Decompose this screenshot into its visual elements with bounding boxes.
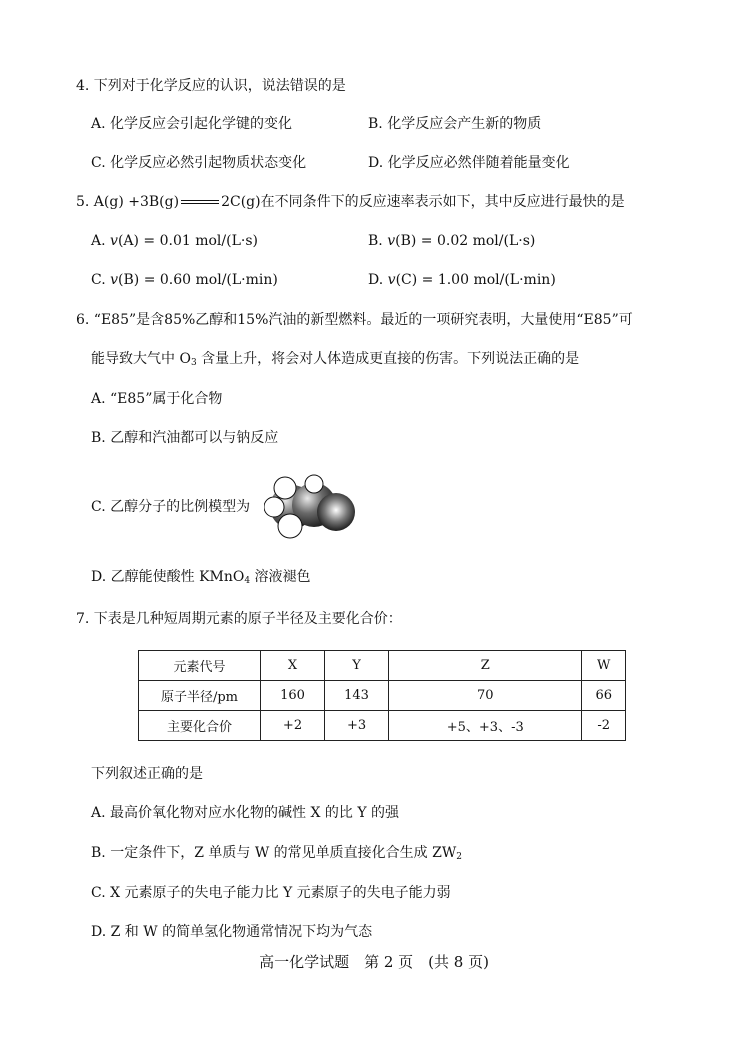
q4-option-b: B. 化学反应会产生新的物质: [368, 116, 542, 132]
q6-option-d: [91, 567, 311, 587]
ethanol-space-filling-model-icon: [264, 474, 356, 540]
q5-d-value: (C) = 1.00 mol/(L·min): [395, 272, 556, 288]
q6-stem2-sub: 3: [190, 358, 197, 368]
q5-a-value: (A) = 0.01 mol/(L·s): [117, 233, 258, 249]
q7-lead: 下列叙述正确的是: [91, 766, 203, 782]
q6-option-b: B. 乙醇和汽油都可以与钠反应: [91, 430, 279, 446]
table-cell: 70: [389, 681, 582, 711]
q6-option-c: C. 乙醇分子的比例模型为: [91, 499, 251, 515]
q5-option-d: [368, 270, 556, 290]
q6-stem2-b: 含量上升，将会对人体造成更直接的伤害。下列说法正确的是: [196, 351, 580, 367]
table-row: [139, 681, 626, 711]
q6-d-a: D. 乙醇能使酸性 KMnO: [91, 569, 245, 585]
q7-option-c: C. X 元素原子的失电子能力比 Y 元素原子的失电子能力弱: [91, 885, 451, 901]
table-cell: +5、+3、-3: [389, 711, 582, 741]
q5-d-v: v: [387, 272, 396, 288]
q5-stem-left: 5. A(g) +3B(g): [76, 194, 180, 210]
table-cell: 66: [582, 681, 626, 711]
q5-d-label: D.: [368, 272, 388, 288]
q5-stem: [76, 192, 625, 212]
table-cell: W: [582, 651, 626, 681]
q5-b-value: (B) = 0.02 mol/(L·s): [395, 233, 536, 249]
q5-a-v: v: [110, 233, 118, 249]
q7-option-a: A. 最高价氧化物对应水化物的碱性 X 的比 Y 的强: [91, 805, 400, 821]
q5-option-b: [368, 231, 535, 251]
q5-stem-right: 2C(g)在不同条件下的反应速率表示如下，其中反应进行最快的是: [221, 194, 625, 210]
table-cell: 主要化合价: [139, 711, 261, 741]
q5-option-a: [91, 231, 258, 251]
table-cell: X: [261, 651, 325, 681]
q5-c-value: (B) = 0.60 mol/(L·min): [118, 272, 278, 288]
table-cell: -2: [582, 711, 626, 741]
q5-c-v: v: [110, 272, 119, 288]
table-cell: 143: [325, 681, 389, 711]
q4-option-a: A. 化学反应会引起化学键的变化: [91, 116, 293, 132]
q6-stem2-a: 能导致大气中 O: [91, 351, 191, 367]
table-cell: 元素代号: [139, 651, 261, 681]
table-cell: 160: [261, 681, 325, 711]
equilibrium-arrow-icon: [181, 198, 219, 206]
table-row: [139, 651, 626, 681]
table-cell: 原子半径/pm: [139, 681, 261, 711]
q5-option-c: [91, 270, 278, 290]
q6-stem-line2: [91, 349, 579, 369]
table-cell: Z: [389, 651, 582, 681]
q5-b-v: v: [387, 233, 396, 249]
q7-b-text: B. 一定条件下，Z 单质与 W 的常见单质直接化合生成 ZW: [91, 845, 457, 861]
q7-b-sub: 2: [456, 852, 462, 862]
table-cell: +2: [261, 711, 325, 741]
q7-stem: 7. 下表是几种短周期元素的原子半径及主要化合价：: [76, 611, 402, 627]
q6-option-a: A. “E85”属于化合物: [91, 391, 223, 407]
table-row: [139, 711, 626, 741]
q5-a-label: A.: [91, 233, 111, 249]
table-cell: Y: [325, 651, 389, 681]
q4-stem: 4. 下列对于化学反应的认识，说法错误的是: [76, 78, 346, 94]
q4-option-c: C. 化学反应必然引起物质状态变化: [91, 155, 307, 171]
q7-option-b: [91, 843, 462, 863]
table-cell: +3: [325, 711, 389, 741]
page-footer: 高一化学试题 第 2 页 (共 8 页): [259, 953, 489, 971]
q5-c-label: C.: [91, 272, 111, 288]
q6-d-sub: 4: [244, 576, 251, 586]
q5-b-label: B.: [368, 233, 388, 249]
q4-option-d: D. 化学反应必然伴随着能量变化: [368, 155, 570, 171]
q6-stem-line1: 6. “E85”是含85%乙醇和15%汽油的新型燃料。最近的一项研究表明，大量使用“E85”可: [76, 312, 633, 328]
q7-option-d: D. Z 和 W 的简单氢化物通常情况下均为气态: [91, 924, 373, 940]
element-table: [138, 650, 626, 741]
q6-d-b: 溶液褪色: [250, 569, 311, 585]
